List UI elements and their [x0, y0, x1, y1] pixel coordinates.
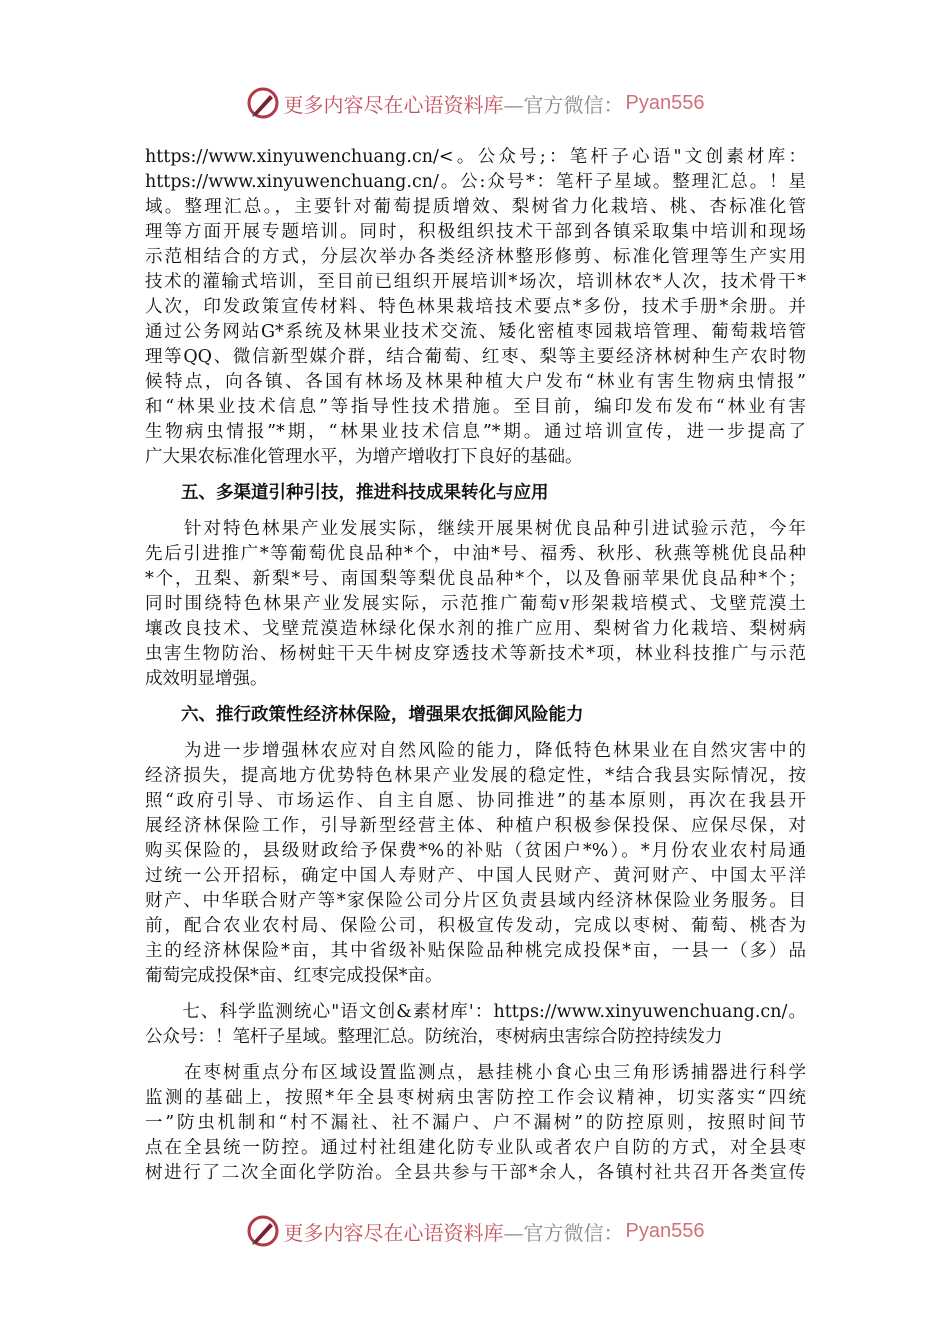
- text-line: 购买保险的，县级财政给予保费*%的补贴（贫困户*%）。*月份农业农村局通: [145, 841, 806, 861]
- text-line: 展经济林保险工作，引导新型经营主体、种植户积极参保投保、应保尽保，对: [145, 816, 806, 836]
- text-line: 通过公务网站G*系统及林果业技术交流、矮化密植枣园栽培管理、葡萄栽培管: [145, 322, 806, 342]
- text-line: 财产、中华联合财产等*家保险公司分片区负责县域内经济林保险业务服务。目: [145, 891, 806, 911]
- text-line: 域。整理汇总。，主要针对葡萄提质增效、梨树省力化栽培、桃、杏标准化管: [145, 197, 806, 217]
- text-line: 成效明显增强。: [145, 669, 268, 689]
- document-body: [145, 145, 806, 1197]
- section-heading: 五、多渠道引种引技，推进科技成果转化与应用: [181, 483, 549, 503]
- banner-site-text: 更多内容尽在心语资料库: [283, 1220, 504, 1245]
- text-line: 前，配合农业农村局、保险公司，积极宣传发动，完成以枣树、葡萄、桃杏为: [145, 916, 806, 936]
- text-line: 七、科学监测统心"语文创&素材库'：https://www.xinyuwenchuang.cn/。: [145, 1002, 806, 1022]
- text-line: 候特点，向各镇、各国有林场及林果种植大户发布“林业有害生物病虫情报”: [145, 372, 806, 392]
- banner-separator-text: —官方微信：: [503, 92, 624, 117]
- text-line: 理等方面开展专题培训。同时，积极组织技术干部到各镇采取集中培训和现场: [145, 222, 806, 242]
- text-line: 照“政府引导、市场运作、自主自愿、协同推进”的基本原则，再次在我县开: [145, 791, 806, 811]
- text-line: 先后引进推广*等葡萄优良品种*个，中油*号、福秀、秋彤、秋燕等桃优良品种: [145, 544, 806, 564]
- banner-separator-text: —官方微信：: [503, 1220, 624, 1245]
- text-line: 在枣树重点分布区域设置监测点，悬挂桃小食心虫三角形诱捕器进行科学: [145, 1063, 806, 1083]
- text-line: 监测的基础上，按照*年全县枣树病虫害防控工作会议精神，切实落实“四统: [145, 1088, 806, 1108]
- banner-site-text: 更多内容尽在心语资料库: [283, 92, 504, 117]
- text-line: 技术的灌输式培训，至目前已组织开展培训*场次，培训林农*人次，技术骨干*: [145, 272, 806, 292]
- paragraph: [145, 517, 806, 692]
- text-line: 为进一步增强林农应对自然风险的能力，降低特色林果业在自然灾害中的: [145, 741, 806, 761]
- text-line: 树进行了二次全面化学防治。全县共参与干部*余人，各镇村社共召开各类宣传: [145, 1163, 806, 1183]
- text-line: 和“林果业技术信息”等指导性技术措施。至目前，编印发布发布“林业有害: [145, 397, 806, 417]
- paragraph: [145, 1000, 806, 1050]
- text-line: 理等QQ、微信新型媒介群，结合葡萄、红枣、梨等主要经济林树种生产农时物: [145, 347, 806, 367]
- text-line: 壤改良技术、戈壁荒漠造林绿化保水剂的推广应用、梨树省力化栽培、梨树病: [145, 619, 806, 639]
- footer-watermark-banner: [0, 1211, 950, 1251]
- section-heading: 六、推行政策性经济林保险，增强果农抵御风险能力: [181, 705, 584, 725]
- text-line: 一”防虫机制和“村不漏社、社不漏户、户不漏树”的防控原则，按照时间节: [145, 1113, 806, 1133]
- text-line: 针对特色林果产业发展实际，继续开展果树优良品种引进试验示范，今年: [145, 519, 806, 539]
- text-line: 主的经济林保险*亩，其中省级补贴保险品种桃完成投保*亩，一县一（多）品: [145, 941, 806, 961]
- text-line: 虫害生物防治、杨树蛀干天牛树皮穿透技术等新技术*项，林业科技推广与示范: [145, 644, 806, 664]
- text-line: 同时围绕特色林果产业发展实际，示范推广葡萄v形架栽培模式、戈壁荒漠土: [145, 594, 806, 614]
- text-line: 过统一公开招标，确定中国人寿财产、中国人民财产、黄河财产、中国太平洋: [145, 866, 806, 886]
- text-line: 广大果农标准化管理水平，为增产增收打下良好的基础。: [145, 447, 583, 467]
- text-line: https://www.xinyuwenchuang.cn/。公:众号*：笔杆子星域。整理汇总。！星: [145, 172, 806, 192]
- banner-wechat-id: Pyan556: [625, 1219, 705, 1242]
- pen-logo-icon: [246, 86, 280, 120]
- text-line: 葡萄完成投保*亩、红枣完成投保*亩。: [145, 966, 443, 986]
- paragraph: [145, 1061, 806, 1186]
- banner-wechat-id: Pyan556: [625, 91, 705, 114]
- text-line: 人次，印发政策宣传材料、特色林果栽培技术要点*多份，技术手册*余册。并: [145, 297, 806, 317]
- text-line: 点在全县统一防控。通过村社组建化防专业队或者农户自防的方式，对全县枣: [145, 1138, 806, 1158]
- header-watermark-banner: [0, 83, 950, 123]
- text-line: https://www.xinyuwenchuang.cn/<。公众号;：笔杆子心语"文创素材库：: [145, 147, 806, 167]
- text-line: *个，丑梨、新梨*号、南国梨等梨优良品种*个，以及鲁丽苹果优良品种*个；: [145, 569, 806, 589]
- paragraph: [145, 145, 806, 470]
- text-line: 公众号：！笔杆子星域。整理汇总。防统治，枣树病虫害综合防控持续发力: [145, 1027, 723, 1047]
- pen-logo-icon: [246, 1214, 280, 1248]
- text-line: 生物病虫情报”*期，“林果业技术信息”*期。通过培训宣传，进一步提高了: [145, 422, 806, 442]
- text-line: 示范相结合的方式，分层次举办各类经济林整形修剪、标准化管理等生产实用: [145, 247, 806, 267]
- text-line: 经济损失，提高地方优势特色林果产业发展的稳定性，*结合我县实际情况，按: [145, 766, 806, 786]
- paragraph: [145, 739, 806, 989]
